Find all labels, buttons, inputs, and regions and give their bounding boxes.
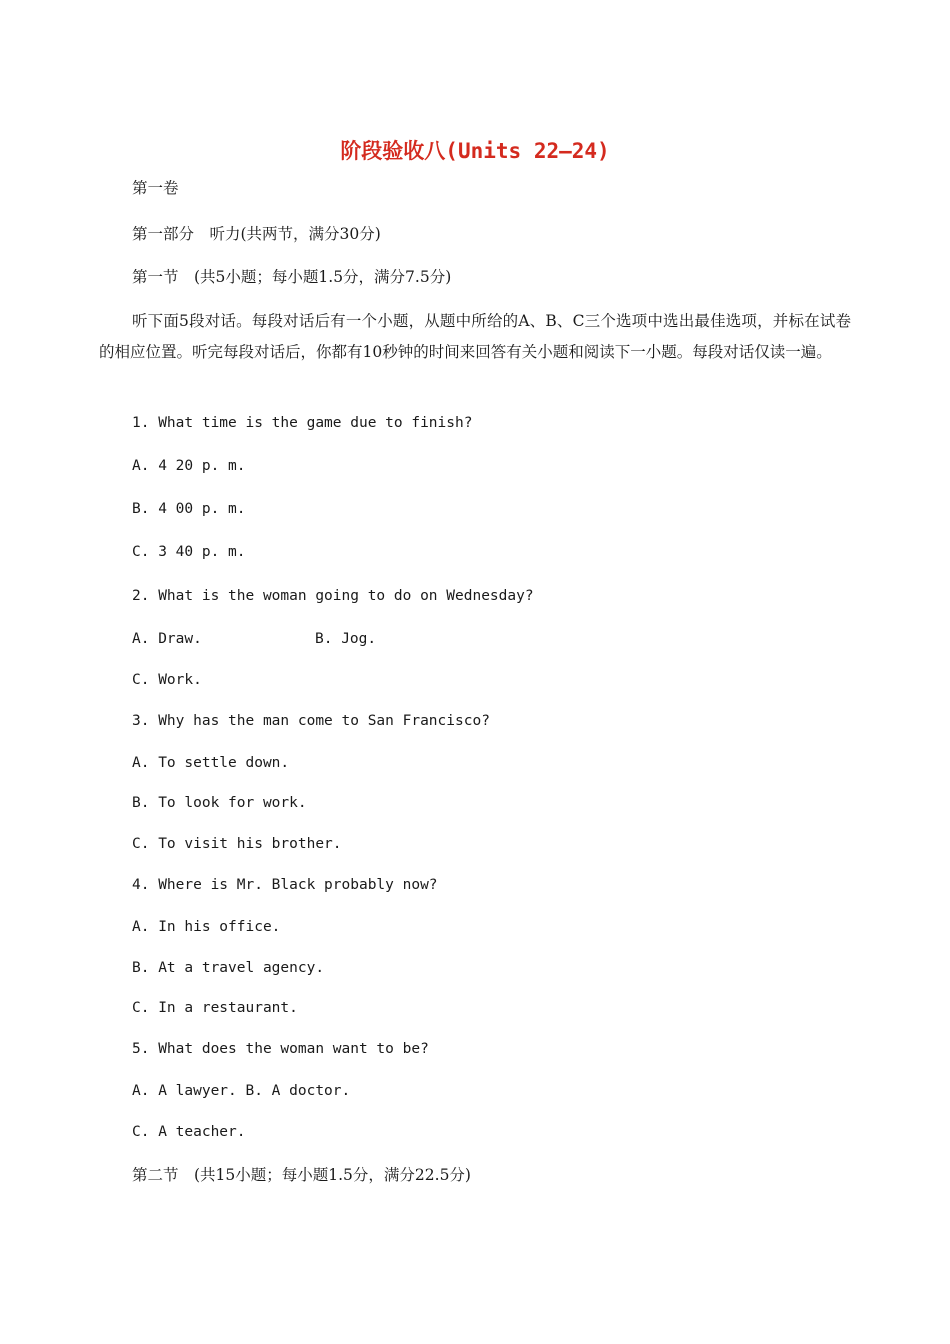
section-heading-1: 第一节 (共5小题；每小题1.5分，满分7.5分) (132, 268, 452, 286)
question-4-option-c: C. In a restaurant. (132, 1000, 298, 1016)
question-4-option-b: B. At a travel agency. (132, 960, 325, 976)
part-heading: 第一部分 听力(共两节，满分30分) (132, 225, 381, 243)
question-4-option-a: A. In his office. (132, 919, 281, 935)
instructions-paragraph: 听下面5段对话。每段对话后有一个小题，从题中所给的A、B、C三个选项中选出最佳选项，并标在试卷的相应位置。听完每段对话后，你都有10秒钟的时间来回答有关小题和阅读下一小题。每段对话仅读一遍。 (99, 312, 851, 361)
question-1-option-b: B. 4 00 p. m. (132, 501, 246, 517)
section-heading-2: 第二节 (共15小题；每小题1.5分，满分22.5分) (132, 1166, 471, 1184)
question-1-option-c: C. 3 40 p. m. (132, 544, 246, 560)
volume-heading: 第一卷 (132, 179, 179, 197)
question-stem-1: 1. What time is the game due to finish? (132, 415, 473, 431)
question-5-option-c: C. A teacher. (132, 1124, 246, 1140)
page-title: 阶段验收八(Units 22—24) (340, 139, 610, 163)
question-stem-3: 3. Why has the man come to San Francisco? (132, 713, 490, 729)
question-2-option-c: C. Work. (132, 672, 202, 688)
question-stem-4: 4. Where is Mr. Black probably now? (132, 877, 438, 893)
question-2-option-a: A. Draw. (132, 631, 202, 647)
question-2-option-b: B. Jog. (315, 631, 377, 647)
question-3-option-b: B. To look for work. (132, 795, 307, 811)
question-5-options-ab: A. A lawyer. B. A doctor. (132, 1083, 351, 1099)
question-3-option-c: C. To visit his brother. (132, 836, 342, 852)
question-stem-2: 2. What is the woman going to do on Wednesday? (132, 588, 534, 604)
question-1-option-a: A. 4 20 p. m. (132, 458, 246, 474)
question-3-option-a: A. To settle down. (132, 755, 290, 771)
question-stem-5: 5. What does the woman want to be? (132, 1041, 429, 1057)
